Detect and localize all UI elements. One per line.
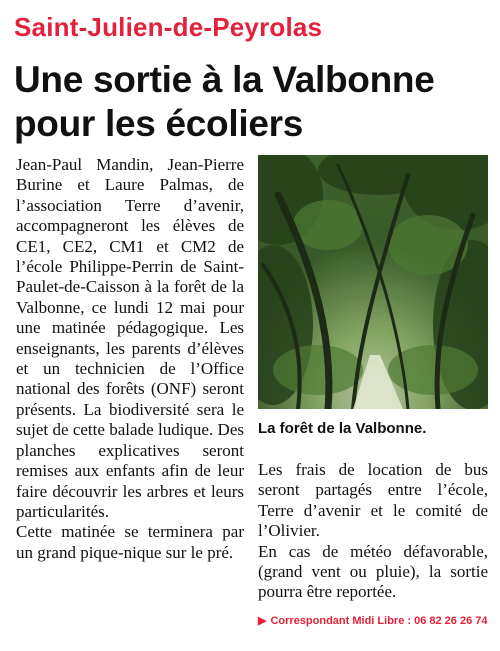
paragraph-picnic: Cette matinée se terminera par un grand pique-nique sur le pré. [16,522,244,562]
author-credit [258,614,490,628]
paragraph-weather: En cas de météo défavorable, (grand vent ou pluie), la sortie pourra être reportée. [258,541,488,602]
photo-caption: La forêt de la Valbonne. [258,420,427,437]
paragraph-intro: Jean-Paul Mandin, Jean-Pierre Burine et Laure Palmas, de l’association Terre d’avenir, accompagneront les élèves de CE1, CE2, CM1 et CM2 de l’école Philippe-Perrin de Saint-Paulet-de-Caisson à la forêt de la Valbonne, ce lundi 12 mai pour une matinée pédagogique. Les enseignants, les parents d’élèves et un technicien de l’Office national des forêts (ONF) seront présents. La biodiversité sera le sujet de cette balade ludique. Des planches explicatives seront remises aux enfants afin de leur faire découvrir les arbres et leurs particularités. [16,155,244,521]
forest-photo-drawing [258,155,488,409]
right-column [258,460,488,603]
credit-label: Correspondant Midi Libre [270,615,405,627]
left-column [16,155,244,563]
paragraph-bus: Les frais de location de bus seront partagés entre l’école, Terre d’avenir et le comité de l’Olivier. [258,460,488,541]
credit-phone: : 06 82 26 26 74 [404,615,488,627]
kicker-location: Saint-Julien-de-Peyrolas [14,12,323,42]
forest-photo [258,155,488,409]
triangle-right-icon: ▶ [258,615,267,627]
article-headline: Une sortie à la Valbonne pour les écoliers [14,59,435,144]
